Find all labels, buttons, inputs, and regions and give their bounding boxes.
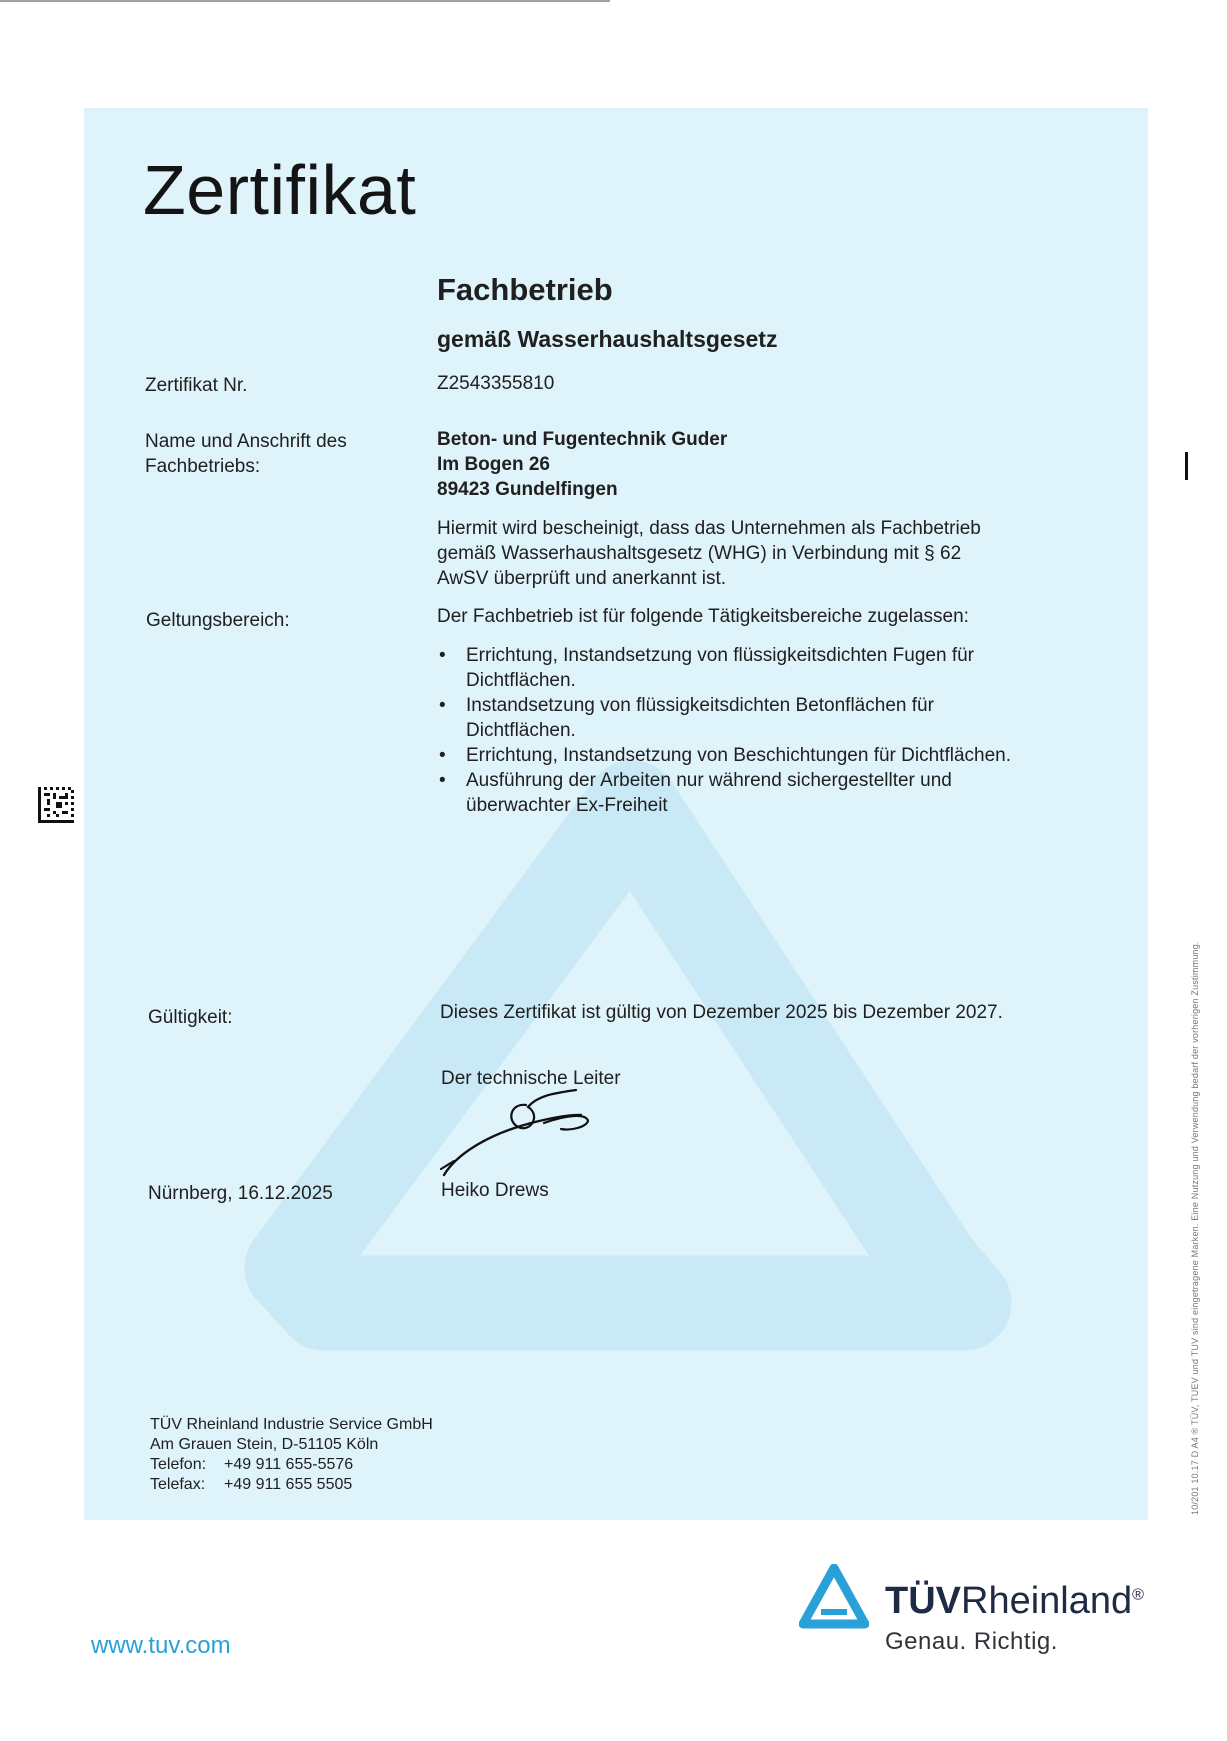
registered-mark: ® — [1132, 1586, 1144, 1604]
top-edge-line — [0, 0, 610, 2]
statement-line3: AwSV überprüft und anerkannt ist. — [437, 568, 727, 589]
statement-line1: Hiermit wird bescheinigt, dass das Unternehmen als Fachbetrieb — [437, 518, 981, 539]
datamatrix-code — [38, 787, 74, 823]
issuer-contact — [150, 1415, 433, 1495]
phone-label: Telefon: — [150, 1456, 207, 1473]
website-link[interactable]: www.tuv.com — [91, 1632, 231, 1659]
scope-item: • Errichtung, Instandsetzung von Beschichtungen für Dichtflächen. — [437, 743, 1011, 768]
validity-text: Dieses Zertifikat ist gültig von Dezember 2025 bis Dezember 2027. — [440, 1002, 1003, 1023]
fax-label: Telefax: — [150, 1476, 206, 1493]
statement-line2: gemäß Wasserhaushaltsgesetz (WHG) in Verbindung mit § 62 — [437, 543, 962, 564]
company-address — [437, 427, 727, 502]
brand-claim: Genau. Richtig. — [885, 1628, 1058, 1655]
side-legal-note: 10/201 10.17 D A4 ® TÜV, TUEV und TUV sind eingetragene Marken. Eine Nutzung und Verwendung bedarf der vorherigen Zustimmung. — [1190, 941, 1200, 1515]
company-street: Im Bogen 26 — [437, 454, 550, 475]
certificate-subheading: gemäß Wasserhaushaltsgesetz — [437, 326, 778, 352]
scope-item: • Ausführung der Arbeiten nur während sichergestellter und überwachter Ex-Freiheit — [437, 768, 1011, 818]
issuer-phone-row — [150, 1455, 433, 1475]
brand-name-regular: Rheinland — [961, 1580, 1133, 1622]
validity-label: Gültigkeit: — [148, 1007, 233, 1028]
company-label-line1: Name und Anschrift des — [145, 431, 347, 452]
scope-item: • Instandsetzung von flüssigkeitsdichten Betonflächen für Dichtflächen. — [437, 693, 1011, 743]
brand-name-bold: TÜV — [885, 1580, 961, 1622]
company-name: Beton- und Fugentechnik Guder — [437, 429, 728, 450]
statement — [437, 516, 981, 591]
company-label — [145, 429, 347, 479]
place-date: Nürnberg, 16.12.2025 — [148, 1183, 333, 1204]
company-label-line2: Fachbetriebs: — [145, 456, 261, 477]
cert-number-label: Zertifikat Nr. — [145, 375, 248, 396]
scope-list — [437, 643, 1011, 818]
company-city: 89423 Gundelfingen — [437, 479, 618, 500]
tuv-triangle-logo-icon — [799, 1564, 869, 1630]
phone-value: +49 911 655-5576 — [224, 1456, 354, 1473]
issuer-address: Am Grauen Stein, D-51105 Köln — [150, 1436, 379, 1453]
fax-value: +49 911 655 5505 — [224, 1476, 353, 1493]
certificate-title: Zertifikat — [143, 151, 417, 229]
scope-label: Geltungsbereich: — [146, 610, 290, 631]
certificate-heading: Fachbetrieb — [437, 272, 613, 307]
cert-number-value: Z2543355810 — [437, 373, 555, 394]
scope-intro: Der Fachbetrieb ist für folgende Tätigkeitsbereiche zugelassen: — [437, 606, 969, 627]
signer-role: Der technische Leiter — [441, 1068, 621, 1089]
brand-name — [885, 1580, 1144, 1623]
issuer-name: TÜV Rheinland Industrie Service GmbH — [150, 1416, 433, 1433]
signer-name: Heiko Drews — [441, 1180, 549, 1201]
text-cursor-mark — [1185, 452, 1188, 480]
scope-item: • Errichtung, Instandsetzung von flüssigkeitsdichten Fugen für Dichtflächen. — [437, 643, 1011, 693]
handwritten-signature — [436, 1085, 596, 1181]
issuer-fax-row — [150, 1475, 433, 1495]
